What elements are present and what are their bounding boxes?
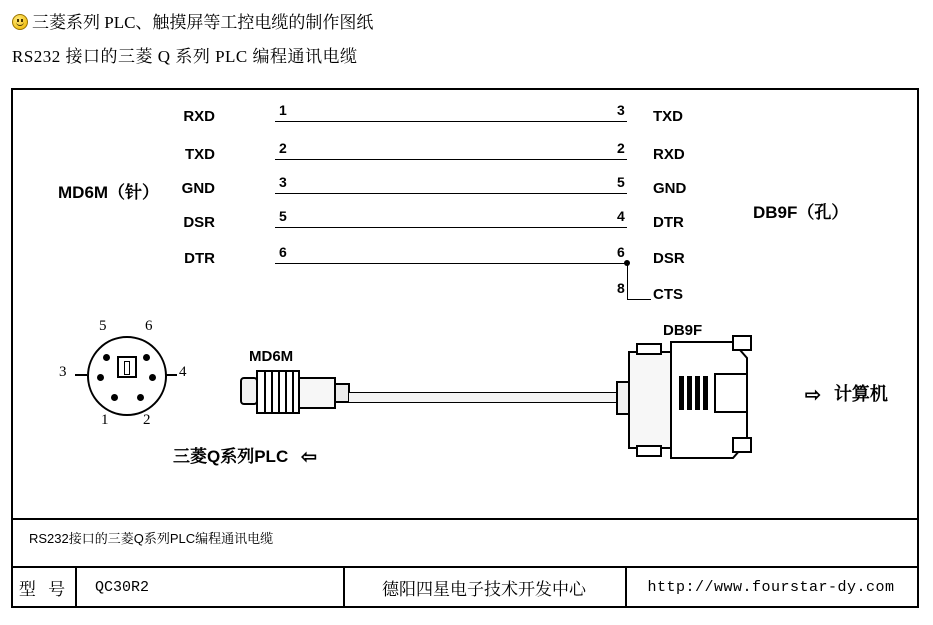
model-value-cell: QC30R2 (95, 578, 150, 596)
pinout-num-1: 1 (101, 412, 109, 428)
right-signal-2: RXD (653, 146, 685, 163)
plc-label (173, 442, 317, 469)
page-title-text: 三菱系列 PLC、触摸屏等工控电缆的制作图纸 (32, 13, 374, 32)
right-signal-6: CTS (653, 286, 683, 303)
right-connector-label: DB9F（孔） (753, 203, 849, 222)
left-signal-2: TXD (185, 146, 215, 163)
right-pin-4: 4 (617, 208, 625, 224)
pinout-num-3: 3 (59, 364, 67, 380)
diagram-caption: RS232接口的三菱Q系列PLC编程通讯电缆 (29, 531, 274, 546)
left-signal-4: DSR (183, 214, 215, 231)
cable-illustration (13, 90, 921, 518)
divider-caption (13, 518, 917, 520)
right-pin-6: 8 (617, 280, 625, 296)
md6m-cable-label: MD6M (249, 348, 294, 365)
right-signal-5: DSR (653, 250, 685, 267)
computer-label (805, 380, 888, 407)
right-pin-1: 3 (617, 102, 625, 118)
left-pin-5: 6 (279, 244, 287, 260)
cable-body (349, 393, 627, 402)
pinout-num-5: 5 (99, 318, 107, 334)
left-pin-3: 3 (279, 174, 287, 190)
db9f-cable-label: DB9F (663, 322, 703, 339)
computer-label-text: 计算机 (833, 384, 888, 404)
left-signal-5: DTR (184, 250, 215, 267)
smiley-face-icon (12, 14, 28, 30)
pinout-num-4: 4 (179, 364, 187, 380)
right-signal-4: DTR (653, 214, 684, 231)
right-pin-2: 2 (617, 140, 625, 156)
diagram-frame (11, 88, 919, 608)
model-label-cell: 型 号 (18, 579, 70, 599)
arrow-left-icon: ⇦ (300, 447, 317, 468)
page-subtitle: RS232 接口的三菱 Q 系列 PLC 编程通讯电缆 (12, 47, 358, 66)
pinout-num-2: 2 (143, 412, 151, 428)
right-pin-3: 5 (617, 174, 625, 190)
left-signal-1: RXD (183, 108, 215, 125)
left-signal-3: GND (181, 180, 215, 197)
db9f-plug-graphic (617, 336, 751, 458)
plc-label-text: 三菱Q系列PLC (173, 447, 289, 466)
left-connector-label: MD6M（针） (58, 183, 160, 202)
pinout-num-6: 6 (145, 318, 153, 334)
company-cell: 德阳四星电子技术开发中心 (382, 579, 586, 599)
page-title (12, 8, 373, 33)
right-pin-5: 6 (617, 244, 625, 260)
left-pin-4: 5 (279, 208, 287, 224)
url-cell: http://www.fourstar-dy.com (647, 578, 895, 596)
md6m-plug-graphic (241, 371, 349, 413)
left-pin-2: 2 (279, 140, 287, 156)
right-signal-3: GND (653, 180, 687, 197)
right-signal-1: TXD (653, 108, 683, 125)
arrow-right-icon: ⇨ (805, 385, 821, 406)
left-pin-1: 1 (279, 102, 287, 118)
